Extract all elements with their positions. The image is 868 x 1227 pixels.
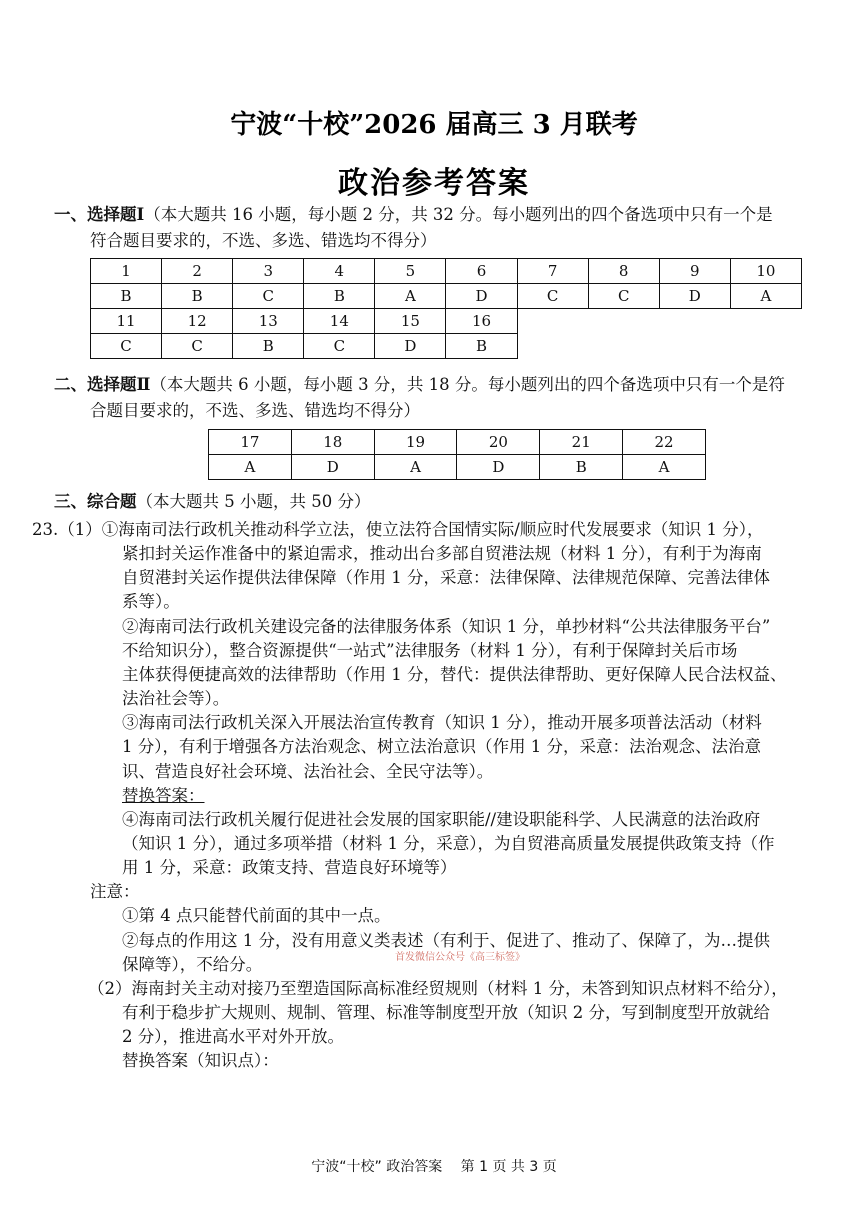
empty-cell (588, 309, 659, 334)
answer-cell: D (446, 284, 517, 309)
answer-line: 有利于稳步扩大规则、规制、管理、标准等制度型开放（知识 2 分，写到制度型开放就给 (122, 1003, 770, 1022)
section2-desc-line1: （本大题共 6 小题，每小题 3 分，共 18 分。每小题列出的四个备选项中只有一个是符 (150, 375, 785, 394)
question-number-cell: 12 (162, 309, 233, 334)
question-number-cell: 7 (517, 259, 588, 284)
answer-line: 23.（1）①海南司法行政机关推动科学立法，使立法符合国情实际/顺应时代发展要求（知识 1 分）， (32, 520, 764, 539)
answer-cell: B (540, 455, 623, 480)
section2-numbers-row (209, 430, 706, 455)
answer-cell: D (291, 455, 374, 480)
answer-cell: A (623, 455, 706, 480)
empty-cell (659, 309, 730, 334)
answer-cell: C (517, 284, 588, 309)
answer-line: 替换答案： (122, 785, 205, 805)
empty-cell (517, 309, 588, 334)
answer-line: ④海南司法行政机关履行促进社会发展的国家职能//建设职能科学、人民满意的法治政府 (122, 809, 761, 829)
answer-line: ②每点的作用这 1 分，没有用意义类表述（有利于、促进了、推动了、保障了，为…提供 (122, 930, 770, 950)
section1-answer-table (90, 258, 802, 359)
question-number-cell: 3 (233, 259, 304, 284)
answer-line: 保障等），不给分。 (122, 954, 263, 974)
section2-label: 二、选择题Ⅱ (54, 375, 151, 394)
section1-desc-line2: 符合题目要求的，不选、多选、错选均不得分） (90, 231, 437, 250)
section2-answers-row (209, 455, 706, 480)
question-number-cell: 17 (209, 430, 292, 455)
section1-header (54, 203, 824, 227)
question-number-cell: 18 (291, 430, 374, 455)
answer-cell: A (375, 284, 446, 309)
empty-cell (588, 334, 659, 359)
empty-cell (730, 334, 801, 359)
section3-header (54, 490, 824, 514)
empty-cell (730, 309, 801, 334)
section1-label: 一、选择题Ⅰ (54, 205, 145, 224)
watermark-text: 首发微信公众号《高三标签》 (395, 952, 525, 963)
question-number-cell: 1 (91, 259, 162, 284)
question-number-cell: 5 (375, 259, 446, 284)
answer-cell: D (375, 334, 446, 359)
answer-line: （知识 1 分），通过多项举措（材料 1 分，采意），为自贸港高质量发展提供政策支持（作 (122, 833, 775, 853)
answer-line: 1 分），有利于增强各方法治观念、树立法治意识（作用 1 分，采意：法治观念、法治意 (122, 737, 761, 757)
answer-line: 紧扣封关运作准备中的紧迫需求，推动出台多部自贸港法规（材料 1 分），有利于为海南 (122, 544, 762, 564)
answer-line: 法治社会等）。 (122, 689, 230, 709)
answer-line: ①第 4 点只能替代前面的其中一点。 (122, 906, 391, 926)
answer-cell: A (730, 284, 801, 309)
question-number-cell: 8 (588, 259, 659, 284)
answer-line: 替换答案（知识点）： (122, 1051, 279, 1071)
answer-line: （2）海南封关主动对接乃至塑造国际高标准经贸规则（材料 1 分，未答到知识点材料不给分）， (88, 978, 788, 998)
question-number-cell: 22 (623, 430, 706, 455)
answer-cell: B (233, 334, 304, 359)
answer-key-title: 政治参考答案 (338, 166, 530, 201)
question-number-cell: 16 (446, 309, 517, 334)
empty-cell (659, 334, 730, 359)
answer-cell: C (162, 334, 233, 359)
answer-cell: D (659, 284, 730, 309)
answer-cell: D (457, 455, 540, 480)
question-number-cell: 4 (304, 259, 375, 284)
answer-cell: C (588, 284, 659, 309)
question-number-cell: 21 (540, 430, 623, 455)
answer-cell: B (304, 284, 375, 309)
section1-row1-answers (91, 284, 802, 309)
section1-row2-answers (91, 334, 802, 359)
section2-answer-table (208, 429, 706, 480)
answer-cell: C (233, 284, 304, 309)
answer-line: 系等）。 (122, 592, 180, 612)
answer-line: 用 1 分，采意：政策支持、营造良好环境等） (122, 858, 457, 878)
page-footer: 宁波“十校” 政治答案 第 1 页 共 3 页 (311, 1159, 557, 1175)
question-number-cell: 19 (374, 430, 457, 455)
question-number-cell: 10 (730, 259, 801, 284)
answer-line: 识、营造良好社会环境、法治社会、全民守法等）。 (122, 761, 494, 781)
answer-line: ③海南司法行政机关深入开展法治宣传教育（知识 1 分），推动开展多项普法活动（材料 (122, 713, 762, 733)
section3-desc: （本大题共 5 小题，共 50 分） (136, 492, 371, 511)
answer-cell: A (209, 455, 292, 480)
question-number-cell: 9 (659, 259, 730, 284)
section1-row2-numbers (91, 309, 802, 334)
answer-cell: C (91, 334, 162, 359)
question-number-cell: 15 (375, 309, 446, 334)
answer-cell: B (446, 334, 517, 359)
section1-desc-line1: （本大题共 16 小题，每小题 2 分，共 32 分。每小题列出的四个备选项中只有一个是 (144, 205, 773, 224)
section2-desc-line2: 合题目要求的，不选、多选、错选均不得分） (90, 401, 420, 420)
answer-cell: B (91, 284, 162, 309)
answer-cell: A (374, 455, 457, 480)
question-number-cell: 14 (304, 309, 375, 334)
question-number-cell: 13 (233, 309, 304, 334)
answer-line: 注意： (90, 882, 140, 902)
section1-row1-numbers (91, 259, 802, 284)
question-number-cell: 6 (446, 259, 517, 284)
exam-title: 宁波“十校”2026 届高三 3 月联考 (230, 110, 638, 140)
question-number-cell: 11 (91, 309, 162, 334)
section3-label: 三、综合题 (54, 492, 137, 511)
answer-cell: B (162, 284, 233, 309)
section2-header (54, 373, 824, 397)
answer-line: ②海南司法行政机关建设完备的法律服务体系（知识 1 分，单抄材料“公共法律服务平台” (122, 616, 771, 636)
answer-line: 不给知识分），整合资源提供“一站式”法律服务（材料 1 分），有利于保障封关后市场 (122, 640, 738, 660)
answer-cell: C (304, 334, 375, 359)
question-number-cell: 2 (162, 259, 233, 284)
answer-line: 主体获得便捷高效的法律帮助（作用 1 分，替代：提供法律帮助、更好保障人民合法权益、 (122, 664, 787, 684)
question-number-cell: 20 (457, 430, 540, 455)
empty-cell (517, 334, 588, 359)
answer-line: 2 分），推进高水平对外开放。 (122, 1027, 344, 1047)
answer-line: 自贸港封关运作提供法律保障（作用 1 分，采意：法律保障、法律规范保障、完善法律体 (122, 568, 770, 588)
